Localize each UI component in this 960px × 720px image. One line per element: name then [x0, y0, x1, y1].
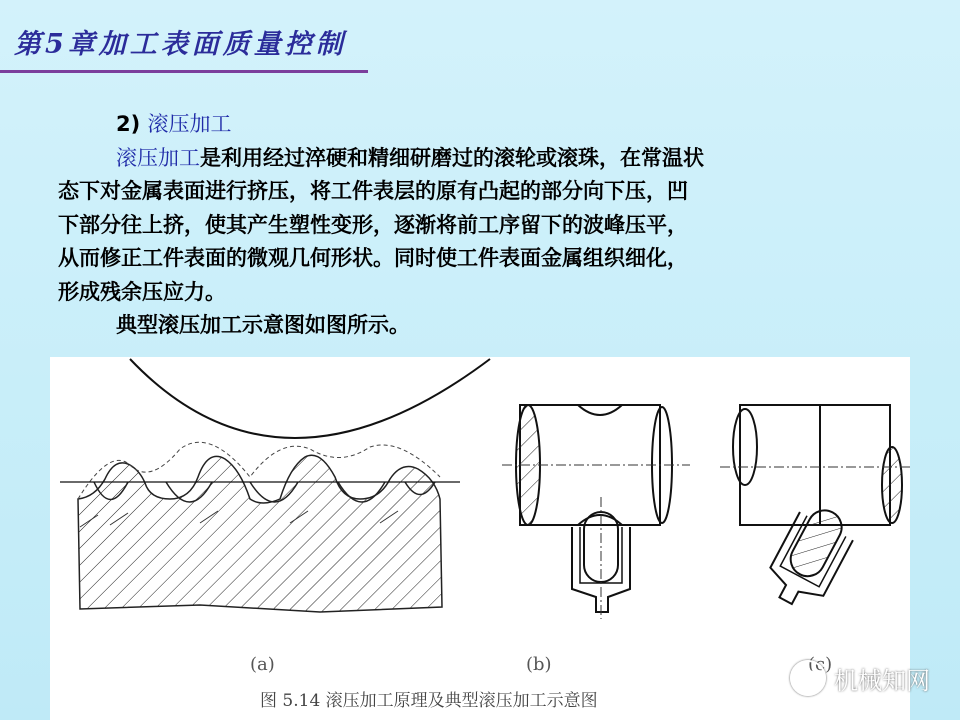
content-block	[58, 108, 878, 343]
page-title: 第5章加工表面质量控制	[14, 29, 347, 60]
rolling-diagram-figure	[50, 357, 910, 720]
watermark-text: 机械知网	[834, 666, 930, 695]
wechat-icon	[790, 660, 826, 696]
paragraph-line: 典型滚压加工示意图如图所示。	[116, 313, 410, 337]
section-number: 2)	[116, 112, 141, 136]
paragraph-line: 下部分往上挤，使其产生塑性变形，逐渐将前工序留下的波峰压平，	[58, 212, 688, 237]
keyword: 滚压加工	[116, 145, 200, 170]
diagram-svg	[50, 357, 910, 720]
section-name: 滚压加工	[147, 112, 232, 136]
figure-label-b: (b)	[526, 654, 552, 675]
figure-label-c: (c)	[808, 654, 833, 675]
diagram-b	[502, 405, 690, 619]
paragraph-line: 从而修正工件表面的微观几何形状。同时使工件表面金属组织细化，	[58, 246, 688, 270]
section-heading	[58, 108, 878, 142]
title-divider	[0, 70, 368, 73]
figure-caption: 图 5.14 滚压加工原理及典型滚压加工示意图	[260, 691, 598, 711]
paragraph-line	[58, 142, 878, 176]
paragraph-line: 形成残余压应力。	[58, 279, 226, 304]
diagram-a	[60, 359, 490, 612]
watermark	[790, 660, 930, 696]
diagram-c	[720, 405, 910, 615]
paragraph-text: 是利用经过淬硬和精细研磨过的滚轮或滚珠，在常温状	[200, 145, 704, 170]
figure-label-a: (a)	[250, 654, 275, 675]
paragraph-line: 态下对金属表面进行挤压，将工件表层的原有凸起的部分向下压，凹	[58, 179, 688, 203]
